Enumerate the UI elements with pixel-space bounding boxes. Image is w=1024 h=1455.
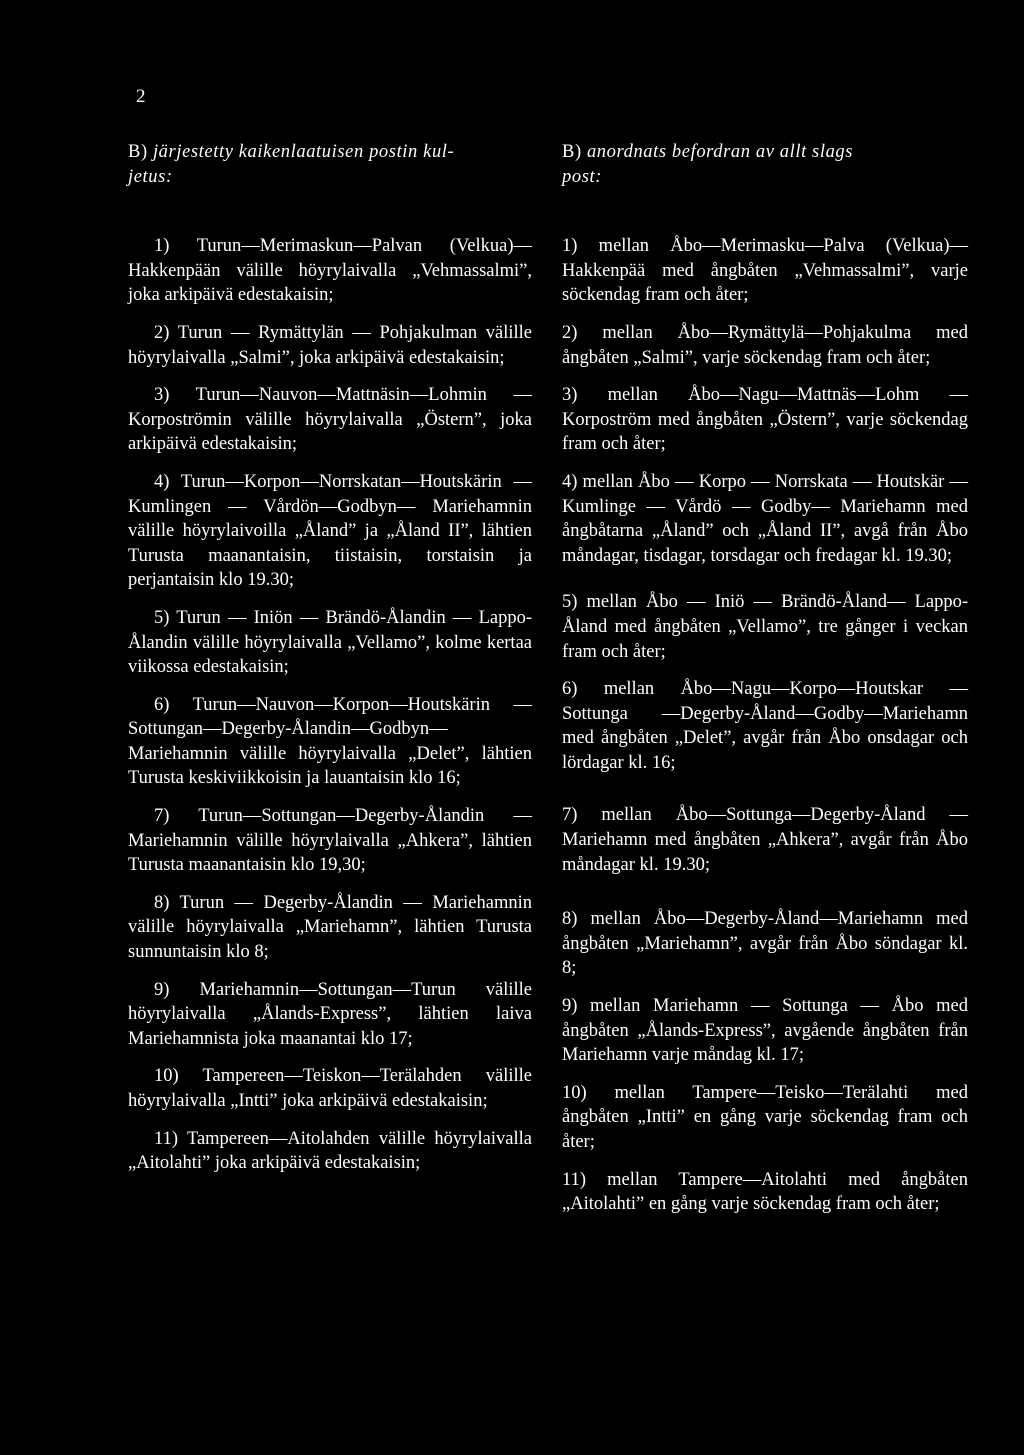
swedish-entry-9: 9) mellan Mariehamn — Sottunga — Åbo med ångbåten „Ålands-Express”, avgående ångbåten från Mariehamn varje måndag kl. 17;	[562, 996, 968, 1066]
finnish-heading	[128, 140, 532, 189]
finnish-heading-text: järjestetty kaikenlaatuisen postin kul- jetus:	[128, 142, 455, 187]
finnish-heading-label: B)	[128, 142, 148, 162]
swedish-entry-11: 11) mellan Tampere—Aitolahti med ångbåten „Aitolahti” en gång varje söckendag fram och åter;	[562, 1169, 968, 1215]
finnish-entry-3: 3) Turun—Nauvon—Mattnäsin—Lohmin —Korpoströmin välille höyrylaivalla „Östern”, joka arkipäivä edestakaisin;	[128, 385, 532, 455]
finnish-entry-4: 4) Turun—Korpon—Norrskatan—Houtskärin — Kumlingen — Vårdön—Godbyn— Mariehamnin välille höyrylaivoilla „Åland” ja „Åland II”, lähtien Turusta maanantaisin, tiistaisin, torstaisin ja perjantaisin klo 19.30;	[128, 471, 532, 591]
swedish-entry-3: 3) mellan Åbo—Nagu—Mattnäs—Lohm —Korpoström med ångbåten „Östern”, varje söckendag fram och åter;	[562, 385, 968, 455]
swedish-entry-5: 5) mellan Åbo — Iniö — Brändö-Åland— Lappo-Åland med ångbåten „Vellamo”, tre gånger i veckan fram och åter;	[562, 592, 968, 662]
finnish-entry-1: 1) Turun—Merimaskun—Palvan (Velkua)—Hakkenpään välille höyrylaivalla „Vehmassalmi”, joka arkipäivä edestakaisin;	[128, 236, 532, 306]
swedish-entry-7: 7) mellan Åbo—Sottunga—Degerby-Åland —Mariehamn med ångbåten „Ahkera”, avgår från Åbo måndagar kl. 19.30;	[562, 805, 968, 875]
finnish-entry-11: 11) Tampereen—Aitolahden välille höyrylaivalla „Aitolahti” joka arkipäivä edestakaisin;	[128, 1128, 532, 1174]
swedish-entry-8: 8) mellan Åbo—Degerby-Åland—Mariehamn med ångbåten „Mariehamn”, avgår från Åbo söndagar kl. 8;	[562, 909, 968, 979]
finnish-entry-8: 8) Turun — Degerby-Ålandin — Mariehamnin välille höyrylaivalla „Mariehamn”, lähtien Turusta sunnuntaisin klo 8;	[128, 892, 532, 963]
swedish-entry-2: 2) mellan Åbo—Rymättylä—Pohjakulma med ångbåten „Salmi”, varje söckendag fram och åter;	[562, 322, 968, 368]
swedish-entry-6: 6) mellan Åbo—Nagu—Korpo—Houtskar — Sottunga —Degerby-Åland—Godby—Mariehamn med ångbåten „Delet”, avgår från Åbo onsdagar och lördagar kl. 16;	[562, 679, 968, 773]
swedish-entry-1: 1) mellan Åbo—Merimasku—Palva (Velkua)—Hakkenpää med ångbåten „Vehmassalmi”, varje söckendag fram och åter;	[562, 236, 968, 306]
finnish-entry-9: 9) Mariehamnin—Sottungan—Turun välille höyrylaivalla „Ålands-Express”, lähtien laiva Mariehamnista joka maanantai klo 17;	[128, 979, 532, 1049]
page-number: 2	[136, 86, 146, 107]
swedish-entry-4: 4) mellan Åbo — Korpo — Norrskata — Houtskär — Kumlinge — Vårdö — Godby— Mariehamn med ångbåtarna „Åland” och „Åland II”, avgå från Åbo måndagar, tisdagar, torsdagar och fredagar kl. 19.30;	[562, 471, 968, 566]
swedish-column	[562, 140, 968, 1230]
finnish-entry-7: 7) Turun—Sottungan—Degerby-Ålandin —Mariehamnin välille höyrylaivalla „Ahkera”, lähtien Turusta maanantaisin klo 19,30;	[128, 806, 532, 876]
finnish-entry-5: 5) Turun — Iniön — Brändö-Ålandin — Lappo-Ålandin välille höyrylaivalla „Vellamo”, kolme kertaa viikossa edestakaisin;	[128, 607, 532, 678]
finnish-column	[128, 140, 532, 1189]
finnish-entry-10: 10) Tampereen—Teiskon—Terälahden välille höyrylaivalla „Intti” joka arkipäivä edestakaisin;	[128, 1066, 532, 1111]
swedish-entry-10: 10) mellan Tampere—Teisko—Terälahti med ångbåten „Intti” en gång varje söckendag fram och åter;	[562, 1082, 968, 1152]
swedish-heading	[562, 140, 968, 189]
swedish-heading-label: B)	[562, 142, 582, 162]
swedish-heading-text: anordnats befordran av allt slags post:	[562, 142, 854, 187]
finnish-entry-2: 2) Turun — Rymättylän — Pohjakulman välille höyrylaivalla „Salmi”, joka arkipäivä edestakaisin;	[128, 322, 532, 368]
finnish-entry-6: 6) Turun—Nauvon—Korpon—Houtskärin — Sottungan—Degerby-Ålandin—Godbyn—Mariehamnin välille höyrylaivalla „Delet”, lähtien Turusta keskiviikkoisin ja lauantaisin klo 16;	[128, 694, 532, 789]
